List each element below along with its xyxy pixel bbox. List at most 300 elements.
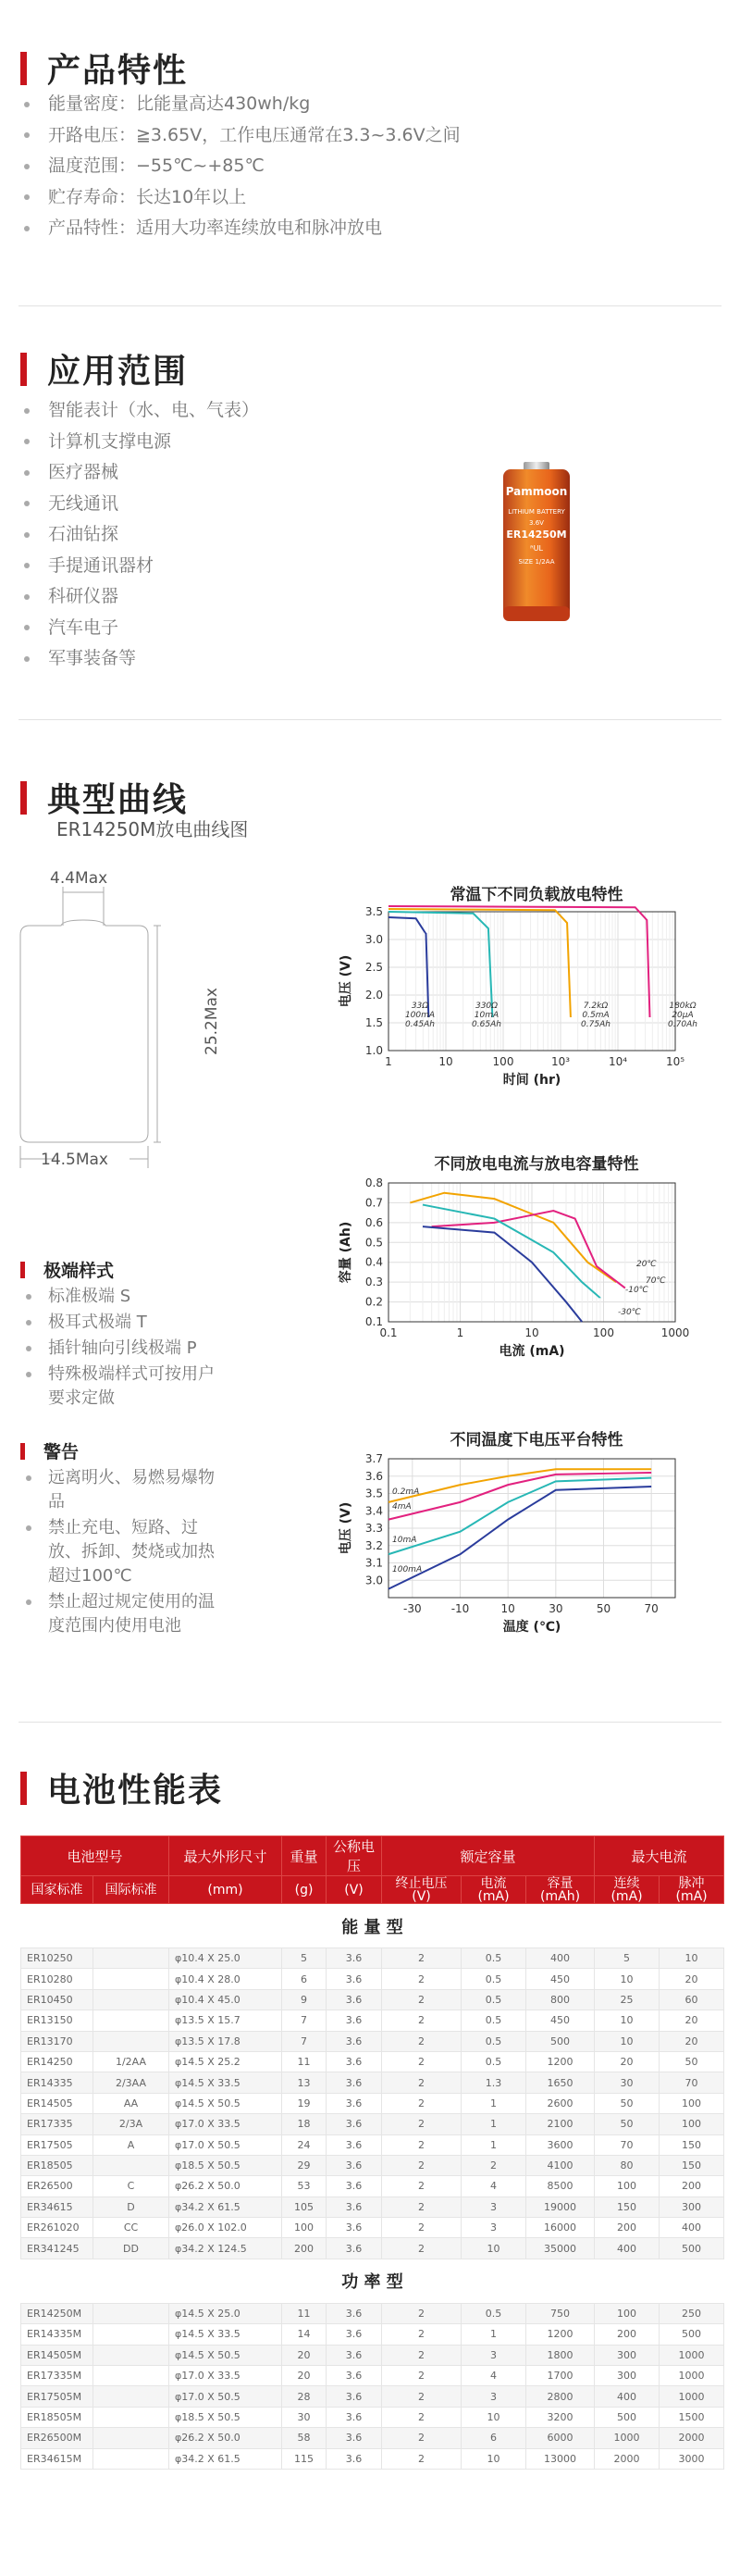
x-tick-label: 70	[644, 1602, 659, 1615]
battery-text: SIZE 1/2AA	[518, 558, 555, 566]
table-cell: 2	[382, 2031, 462, 2051]
table-cell: 3.6	[327, 2303, 382, 2323]
table-row	[21, 1989, 724, 2010]
series-label: 0.45Ah	[405, 1020, 435, 1029]
table-cell: 6	[282, 1969, 327, 1989]
table-cell: 2	[382, 1969, 462, 1989]
table-cell: 2	[382, 2345, 462, 2365]
table-cell: 2	[382, 2114, 462, 2134]
table-cell: 3.6	[327, 2238, 382, 2259]
table-cell: 14	[282, 2324, 327, 2345]
table-cell	[93, 1969, 169, 1989]
table-cell: 750	[526, 2303, 595, 2323]
table-cell: 3.6	[327, 2218, 382, 2238]
terminal-style-heading: 极端样式	[20, 1257, 114, 1282]
table-cell: ER13170	[21, 2031, 93, 2051]
table-cell: ER17505M	[21, 2386, 93, 2407]
list-item: 开路电压：≧3.65V，工作电压通常在3.3~3.6V之间	[24, 120, 461, 152]
chart3-title: 不同温度下电压平台特性	[450, 1431, 623, 1450]
table-cell: 20	[595, 2051, 660, 2072]
series-label: 0.70Ah	[668, 1020, 697, 1029]
table-cell: φ10.4 X 25.0	[169, 1948, 282, 1969]
table-cell: 2	[382, 2407, 462, 2427]
table-cell: 400	[595, 2238, 660, 2259]
table-cell: ER341245	[21, 2238, 93, 2259]
table-cell: 0.5	[462, 1948, 526, 1969]
y-tick-label: 1.0	[364, 1044, 383, 1057]
table-cell: 2	[382, 2072, 462, 2093]
table-cell: 400	[526, 1948, 595, 1969]
table-row	[21, 1948, 724, 1969]
table-cell: 2	[382, 2176, 462, 2196]
table-cell: 2000	[595, 2448, 660, 2469]
table-cell: φ26.2 X 50.0	[169, 2176, 282, 2196]
table-cell: ER14250	[21, 2051, 93, 2072]
battery-text: 3.6V	[529, 519, 544, 527]
table-cell: 3	[462, 2196, 526, 2217]
y-tick-label: 2.0	[364, 989, 383, 1002]
table-cell: 0.5	[462, 2051, 526, 2072]
table-cell: 250	[660, 2303, 724, 2323]
table-cell: 1000	[660, 2366, 724, 2386]
table-cell: 11	[282, 2303, 327, 2323]
table-cell: 3.6	[327, 2428, 382, 2448]
table-cell: 150	[660, 2134, 724, 2155]
table-cell: 0.5	[462, 1969, 526, 1989]
table-cell: 2	[382, 1989, 462, 2010]
y-tick-label: 3.7	[364, 1452, 383, 1465]
series-label: 100mA	[404, 1011, 436, 1020]
table-row	[21, 2448, 724, 2469]
table-cell: φ14.5 X 33.5	[169, 2324, 282, 2345]
table-cell: 2	[382, 2238, 462, 2259]
list-item: 军事装备等	[24, 643, 259, 675]
table-cell: 3.6	[327, 1989, 382, 2010]
table-cell: 1	[462, 2324, 526, 2345]
table-cell	[93, 2386, 169, 2407]
table-cell: 500	[660, 2324, 724, 2345]
table-cell: 10	[462, 2407, 526, 2427]
x-tick-label: 0.1	[379, 1326, 398, 1339]
table-row	[21, 2238, 724, 2259]
table-cell: 1500	[660, 2407, 724, 2427]
y-axis-label: 电压 (V)	[339, 954, 353, 1008]
table-cell: 2	[382, 1948, 462, 1969]
table-cell: 1	[462, 2093, 526, 2113]
table-cell: φ34.2 X 124.5	[169, 2238, 282, 2259]
table-cell: 105	[282, 2196, 327, 2217]
table-cell: φ14.5 X 25.0	[169, 2303, 282, 2323]
table-cell: ER10450	[21, 1989, 93, 2010]
table-cell: 1000	[595, 2428, 660, 2448]
series-label: 70℃	[646, 1276, 666, 1286]
table-cell: AA	[93, 2093, 169, 2113]
sub-header: 国际标准	[93, 1876, 169, 1904]
sub-header: 脉冲 (mA)	[660, 1876, 724, 1904]
table-cell: φ14.5 X 25.2	[169, 2051, 282, 2072]
table-cell: 3600	[526, 2134, 595, 2155]
x-axis-label: 电流 (mA)	[499, 1344, 565, 1359]
table-cell: φ34.2 X 61.5	[169, 2196, 282, 2217]
y-tick-label: 0.4	[364, 1255, 383, 1269]
table-cell: 450	[526, 1969, 595, 1989]
table-cell: 3200	[526, 2407, 595, 2427]
table-cell: 70	[595, 2134, 660, 2155]
y-tick-label: 3.5	[364, 1487, 383, 1500]
table-cell: 100	[660, 2093, 724, 2113]
table-cell: φ17.0 X 50.5	[169, 2386, 282, 2407]
table-cell: 3.6	[327, 2386, 382, 2407]
table-row	[21, 2114, 724, 2134]
table-cell: 2	[382, 2134, 462, 2155]
table-cell: 29	[282, 2155, 327, 2175]
table-row	[21, 2428, 724, 2448]
table-cell: φ10.4 X 28.0	[169, 1969, 282, 1989]
table-row	[21, 2072, 724, 2093]
table-cell: 10	[595, 1969, 660, 1989]
table-cell: 7	[282, 2031, 327, 2051]
table-cell: 50	[660, 2051, 724, 2072]
table-cell: 80	[595, 2155, 660, 2175]
table-cell: φ34.2 X 61.5	[169, 2448, 282, 2469]
table-cell	[93, 2428, 169, 2448]
sub-header: 电流 (mA)	[462, 1876, 526, 1904]
x-tick-label: -30	[403, 1602, 422, 1615]
table-cell: 5	[282, 1948, 327, 1969]
terminal-style-list	[26, 1285, 229, 1412]
list-item: 石油钻探	[24, 519, 259, 551]
list-item: 产品特性：适用大功率连续放电和脉冲放电	[24, 213, 461, 244]
table-cell	[93, 2345, 169, 2365]
y-tick-label: 0.2	[364, 1295, 383, 1309]
table-cell: 35000	[526, 2238, 595, 2259]
table-cell: φ17.0 X 50.5	[169, 2134, 282, 2155]
table-cell: 1.3	[462, 2072, 526, 2093]
col-header: 最大外形尺寸	[169, 1836, 282, 1876]
table-cell: 1650	[526, 2072, 595, 2093]
table-cell: 200	[282, 2238, 327, 2259]
table-cell: 2000	[660, 2428, 724, 2448]
table-cell: 0.5	[462, 2303, 526, 2323]
table-cell: D	[93, 2196, 169, 2217]
y-tick-label: 3.2	[364, 1538, 383, 1552]
table-cell	[93, 2324, 169, 2345]
table-cell: ER34615M	[21, 2448, 93, 2469]
divider	[18, 719, 722, 720]
series-label: 0.75Ah	[581, 1020, 610, 1029]
y-axis-label: 电压 (V)	[339, 1501, 353, 1555]
table-cell: 3	[462, 2218, 526, 2238]
chart-discharge-load	[331, 902, 720, 1125]
table-cell: 2	[462, 2155, 526, 2175]
table-cell: 2	[382, 2196, 462, 2217]
y-axis-label: 容量 (Ah)	[339, 1221, 353, 1284]
y-tick-label: 0.8	[364, 1176, 383, 1189]
list-item: 计算机支撑电源	[24, 427, 259, 458]
table-cell	[93, 2448, 169, 2469]
table-cell: 53	[282, 2176, 327, 2196]
sub-header: (g)	[282, 1876, 327, 1904]
table-cell	[93, 2407, 169, 2427]
table-cell: ER18505	[21, 2155, 93, 2175]
series-line	[410, 1193, 616, 1282]
table-cell: 500	[660, 2238, 724, 2259]
sub-header: (V)	[327, 1876, 382, 1904]
table-cell: 1700	[526, 2366, 595, 2386]
table-cell: 3.6	[327, 2196, 382, 2217]
table-cell: ER10250	[21, 1948, 93, 1969]
table-cell: 450	[526, 2010, 595, 2031]
table-cell: 150	[660, 2155, 724, 2175]
list-item: 标准极端 S	[26, 1285, 229, 1309]
table-cell: 19	[282, 2093, 327, 2113]
table-cell: 2/3AA	[93, 2072, 169, 2093]
chart2-title: 不同放电电流与放电容量特性	[434, 1155, 639, 1174]
table-cell	[93, 1989, 169, 2010]
table-cell: 3.6	[327, 2031, 382, 2051]
table-cell: 400	[660, 2218, 724, 2238]
series-label: 100mA	[392, 1565, 423, 1574]
table-cell: 3.6	[327, 2072, 382, 2093]
x-tick-label: 10	[500, 1602, 515, 1615]
table-cell: 5	[595, 1948, 660, 1969]
dimension-top-label: 4.4Max	[50, 870, 108, 888]
table-cell: 11	[282, 2051, 327, 2072]
table-cell: 3.6	[327, 1948, 382, 1969]
table-cell	[93, 2366, 169, 2386]
series-label: 330Ω	[475, 1002, 499, 1011]
table-cell: φ26.0 X 102.0	[169, 2218, 282, 2238]
col-header: 电池型号	[21, 1836, 169, 1876]
battery-image	[488, 458, 585, 629]
table-cell: φ13.5 X 17.8	[169, 2031, 282, 2051]
table-cell: 50	[595, 2093, 660, 2113]
applications-list	[24, 395, 259, 675]
x-tick-label: 1000	[660, 1326, 690, 1339]
table-cell: ER261020	[21, 2218, 93, 2238]
table-cell: 16000	[526, 2218, 595, 2238]
list-item: 极耳式极端 T	[26, 1311, 229, 1335]
table-cell	[93, 1948, 169, 1969]
table-cell: 150	[595, 2196, 660, 2217]
table-cell: 100	[660, 2114, 724, 2134]
table-cell: 100	[595, 2303, 660, 2323]
x-tick-label: 100	[593, 1326, 614, 1339]
table-cell: ER14505M	[21, 2345, 93, 2365]
table-cell: 300	[595, 2345, 660, 2365]
table-cell: 2	[382, 2324, 462, 2345]
sub-header: 连续 (mA)	[595, 1876, 660, 1904]
y-tick-label: 3.3	[364, 1522, 383, 1535]
table-row	[21, 1969, 724, 1989]
table-cell: 1200	[526, 2324, 595, 2345]
series-label: 4mA	[392, 1502, 412, 1512]
y-tick-label: 3.6	[364, 1469, 383, 1483]
table-row	[21, 2176, 724, 2196]
y-tick-label: 3.4	[364, 1504, 383, 1518]
table-cell: 50	[595, 2114, 660, 2134]
table-row	[21, 2051, 724, 2072]
series-label: 33Ω	[411, 1002, 429, 1011]
table-cell: 58	[282, 2428, 327, 2448]
x-axis-label: 温度 (℃)	[502, 1620, 561, 1635]
table-cell: φ14.5 X 50.5	[169, 2345, 282, 2365]
table-cell: 1000	[660, 2386, 724, 2407]
table-cell: 8500	[526, 2176, 595, 2196]
table-cell: 2	[382, 2155, 462, 2175]
y-tick-label: 3.1	[364, 1556, 383, 1570]
table-cell: 3.6	[327, 2155, 382, 2175]
series-label: -30℃	[618, 1308, 641, 1317]
table-cell: 1800	[526, 2345, 595, 2365]
table-cell: 500	[526, 2031, 595, 2051]
table-cell: ER13150	[21, 2010, 93, 2031]
table-cell: ER14250M	[21, 2303, 93, 2323]
table-cell: 3.6	[327, 2114, 382, 2134]
features-heading: 产品特性	[20, 44, 188, 92]
x-tick-label: 1	[456, 1326, 464, 1339]
table-cell: 2800	[526, 2386, 595, 2407]
table-cell: 2	[382, 2051, 462, 2072]
table-cell: φ14.5 X 50.5	[169, 2093, 282, 2113]
table-cell	[93, 2303, 169, 2323]
series-label: 0.65Ah	[472, 1020, 501, 1029]
table-row	[21, 2155, 724, 2175]
x-axis-label: 时间 (hr)	[502, 1073, 561, 1088]
list-item: 远离明火、易燃易爆物品	[26, 1466, 229, 1514]
divider	[18, 305, 722, 306]
x-tick-label: 10³	[550, 1055, 571, 1068]
list-item: 贮存寿命：长达10年以上	[24, 182, 461, 214]
table-cell: 10	[595, 2031, 660, 2051]
series-label: 0.2mA	[392, 1487, 420, 1497]
y-tick-label: 3.0	[364, 1574, 383, 1587]
table-cell: 200	[595, 2218, 660, 2238]
table-cell: ER17335	[21, 2114, 93, 2134]
table-row	[21, 2324, 724, 2345]
table-cell: 3.6	[327, 2448, 382, 2469]
table-cell: 3.6	[327, 2176, 382, 2196]
applications-heading: 应用范围	[20, 345, 188, 392]
table-cell: 3.6	[327, 2345, 382, 2365]
table-cell: 9	[282, 1989, 327, 2010]
table-cell: 0.5	[462, 2031, 526, 2051]
table-group-header: 能 量 型	[21, 1904, 724, 1948]
table-cell: 800	[526, 1989, 595, 2010]
table-cell: 3.6	[327, 2366, 382, 2386]
table-cell: φ26.2 X 50.0	[169, 2428, 282, 2448]
series-line	[388, 1487, 651, 1589]
y-tick-label: 3.0	[364, 933, 383, 946]
table-cell: φ10.4 X 45.0	[169, 1989, 282, 2010]
table-cell: ER17505	[21, 2134, 93, 2155]
table-row	[21, 2218, 724, 2238]
sub-header: 国家标准	[21, 1876, 93, 1904]
table-cell: 20	[282, 2345, 327, 2365]
table-cell: 400	[595, 2386, 660, 2407]
warning-heading: 警告	[20, 1438, 79, 1463]
list-item: 温度范围：−55℃~+85℃	[24, 151, 461, 182]
table-cell: ER10280	[21, 1969, 93, 1989]
table-cell: 2	[382, 2428, 462, 2448]
table-cell: 3	[462, 2386, 526, 2407]
table-cell: 20	[660, 2010, 724, 2031]
table-cell: DD	[93, 2238, 169, 2259]
table-cell: φ18.5 X 50.5	[169, 2407, 282, 2427]
table-cell: ER18505M	[21, 2407, 93, 2427]
list-item: 特殊极端样式可按用户要求定做	[26, 1363, 229, 1411]
table-cell: 1200	[526, 2051, 595, 2072]
list-item: 手提通讯器材	[24, 551, 259, 582]
table-cell: 25	[595, 1989, 660, 2010]
table-cell: ER14505	[21, 2093, 93, 2113]
table-cell: 28	[282, 2386, 327, 2407]
list-item: 插针轴向引线极端 P	[26, 1337, 229, 1361]
y-tick-label: 1.5	[364, 1016, 383, 1029]
table-cell: 2	[382, 2303, 462, 2323]
y-tick-label: 3.5	[364, 905, 383, 918]
table-cell: 20	[660, 1969, 724, 1989]
x-tick-label: 10	[524, 1326, 539, 1339]
series-label: 20℃	[636, 1260, 657, 1269]
y-tick-label: 0.7	[364, 1196, 383, 1210]
table-cell: 200	[660, 2176, 724, 2196]
series-label: -10℃	[625, 1286, 648, 1295]
dimension-height-label: 25.2Max	[203, 988, 221, 1055]
table-cell: 1/2AA	[93, 2051, 169, 2072]
battery-model: ER14250M	[506, 529, 567, 541]
features-list	[24, 89, 461, 244]
col-header: 最大电流	[595, 1836, 724, 1876]
table-row	[21, 2010, 724, 2031]
chart-current-capacity	[331, 1174, 720, 1396]
x-tick-label: 10⁵	[665, 1055, 685, 1068]
table-cell	[93, 2031, 169, 2051]
series-label: 10mA	[474, 1011, 500, 1020]
table-cell: 1	[462, 2114, 526, 2134]
table-cell: ER17335M	[21, 2366, 93, 2386]
list-item: 能量密度：比能量高达430wh/kg	[24, 89, 461, 120]
table-cell: φ14.5 X 33.5	[169, 2072, 282, 2093]
table-cell: 13	[282, 2072, 327, 2093]
table-cell: 30	[282, 2407, 327, 2427]
table-cell: 3.6	[327, 2407, 382, 2427]
table-cell	[93, 2155, 169, 2175]
table-cell: 10	[462, 2238, 526, 2259]
table-cell: 2	[382, 2366, 462, 2386]
col-header: 额定容量	[382, 1836, 595, 1876]
series-label: 20μA	[672, 1011, 694, 1020]
col-header: 重量	[282, 1836, 327, 1876]
plot-frame	[388, 912, 675, 1051]
series-line	[388, 1478, 651, 1555]
table-cell: C	[93, 2176, 169, 2196]
list-item: 禁止超过规定使用的温度范围内使用电池	[26, 1590, 229, 1638]
table-cell: φ17.0 X 33.5	[169, 2114, 282, 2134]
table-cell: 3.6	[327, 2134, 382, 2155]
table-row	[21, 2031, 724, 2051]
table-cell: 7	[282, 2010, 327, 2031]
table-cell	[93, 2010, 169, 2031]
table-cell: 4100	[526, 2155, 595, 2175]
table-cell: 20	[660, 2031, 724, 2051]
table-group-header: 功 率 型	[21, 2259, 724, 2303]
x-tick-label: 30	[549, 1602, 563, 1615]
table-cell: 3.6	[327, 2093, 382, 2113]
list-item: 智能表计（水、电、气表）	[24, 395, 259, 427]
table-cell: 0.5	[462, 2010, 526, 2031]
table-cell: 6000	[526, 2428, 595, 2448]
